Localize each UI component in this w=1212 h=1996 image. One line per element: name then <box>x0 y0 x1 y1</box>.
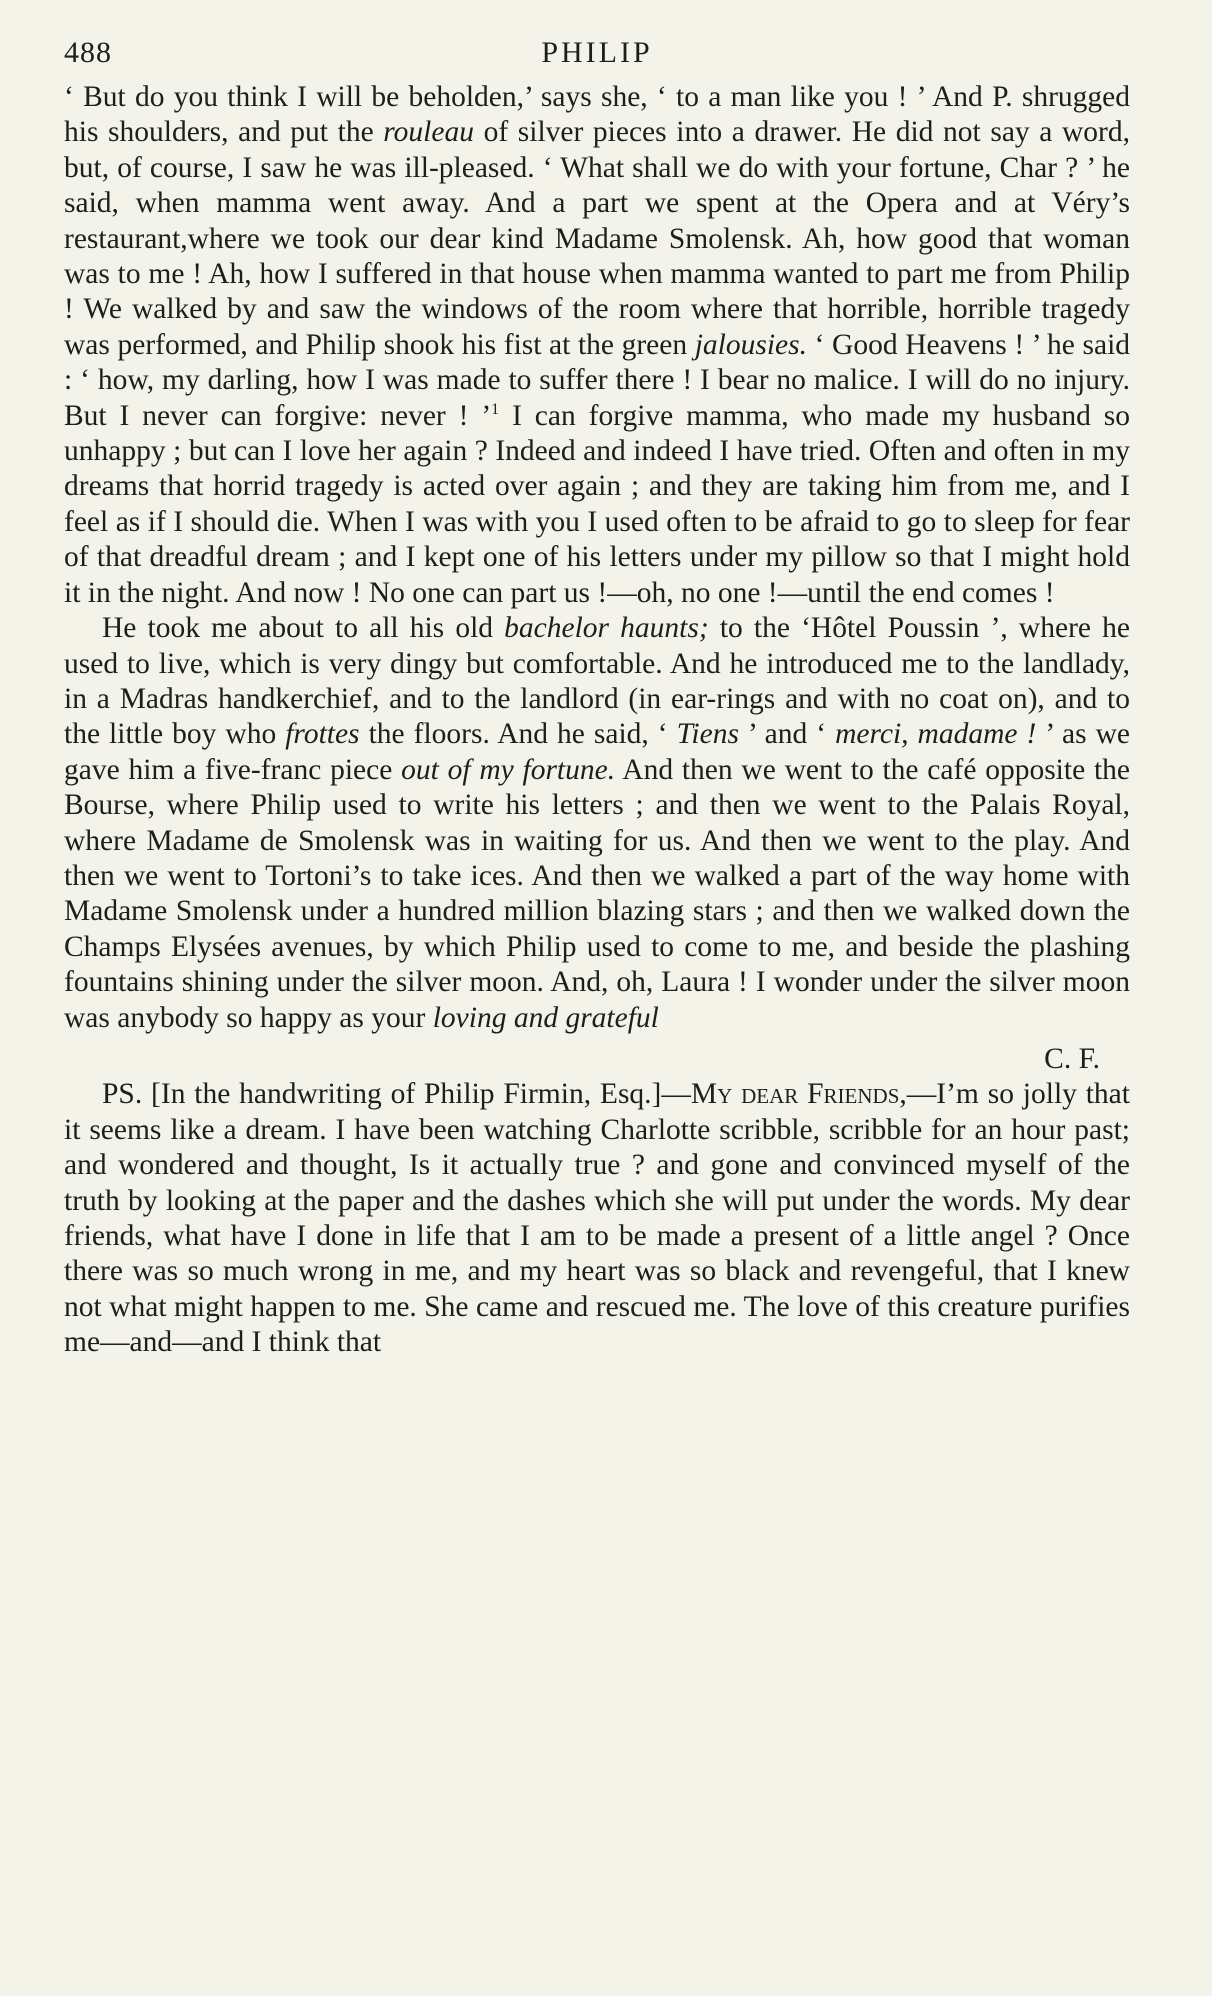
book-page <box>64 28 1130 1361</box>
running-title: PHILIP <box>541 36 653 69</box>
paragraph-postscript: PS. [In the handwriting of Philip Firmin, Esq.]—My dear Friends,—I’m so jolly that it seems like a dream. I have been watching Charlotte scribble, scribble for an hour past; and wondered and thought, Is it actually true ? and gone and convinced myself of the truth by looking at the paper and the dashes which she will put under the words. My dear friends, what have I done in life that I am to be made a present of a little angel ? Once there was so much wrong in me, and my heart was so black and revengeful, that I knew not what might happen to me. She came and rescued me. The love of this creature purifies me—and—and I think that <box>64 1078 1130 1359</box>
page-number: 488 <box>64 36 112 69</box>
letter-signature: C. F. <box>1044 1042 1100 1075</box>
paragraph-letter-opening: ‘ But do you think I will be beholden,’ says she, ‘ to a man like you ! ’ And P. shrugged his shoulders, and put the rouleau of silver pieces into a drawer. He did not say a word, but, of course, I saw he was ill-pleased. ‘ What shall we do with your fortune, Char ? ’ he said, when mamma went away. And a part we spent at the Opera and at Véry’s restaurant,where we took our dear kind Madame Smolensk. Ah, how good that woman was to me ! Ah, how I suffered in that house when mamma wanted to part me from Philip ! We walked by and saw the windows of the room where that horrible, horrible tragedy was performed, and Philip shook his fist at the green jalousies. ‘ Good Heavens ! ’ he said : ‘ how, my darling, how I was made to suffer there ! I bear no malice. I will do no injury. But I never can forgive: never ! ’$^1$ I can forgive mamma, who made my husband so unhappy ; but can I love her again ? Indeed and indeed I have tried. Often and often in my dreams that horrid tragedy is acted over again ; and they are taking him from me, and I feel as if I should die. When I was with you I used often to be afraid to go to sleep for fear of that dreadful dream ; and I kept one of his letters under my pillow so that I might hold it in the night. And now ! No one can part us !—oh, no one !—until the end comes ! <box>64 81 1131 609</box>
footnote-marker: 1 <box>491 400 500 418</box>
salutation-small-caps: My dear Friends <box>690 1078 900 1111</box>
page-header <box>64 28 1130 80</box>
paragraph-bachelor-haunts: He took me about to all his old bachelor haunts; to the ‘Hôtel Poussin ’, where he used to live, which is very dingy but comfortable. And he introduced me to the landlady, in a Madras handkerchief, and to the landlord (in ear-rings and with no coat on), and to the little boy who frottes the floors. And he said, ‘ Tiens ’ and ‘ merci, madame ! ’ as we gave him a five-franc piece out of my fortune. And then we went to the café opposite the Bourse, where Philip used to write his letters ; and then we went to the Palais Royal, where Madame de Smolensk was in waiting for us. And then we went to the play. And then we went to Tortoni’s to take ices. And then we walked a part of the way home with Madame Smolensk under a hundred million blazing stars ; and then we walked down the Champs Elysées avenues, by which Philip used to come to me, and beside the plashing fountains shining under the silver moon. And, oh, Laura ! I wonder under the silver moon was anybody so happy as your loving and grateful <box>64 612 1130 1034</box>
body-text <box>64 80 1130 1361</box>
